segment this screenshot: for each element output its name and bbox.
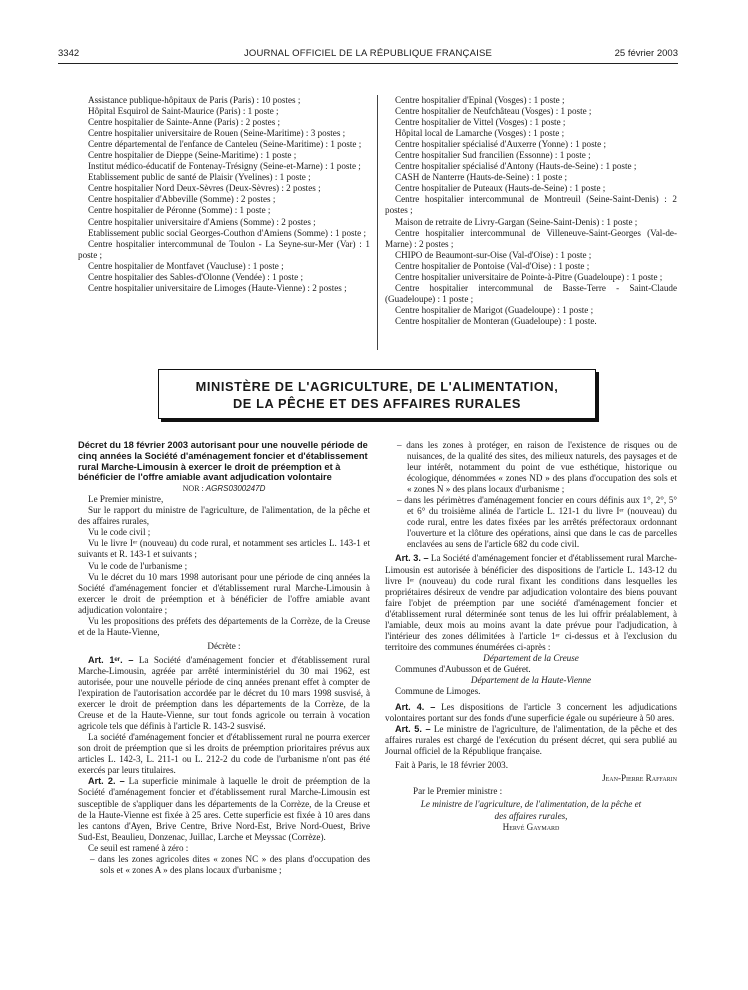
- list-item: Centre hospitalier universitaire d'Amiens (Somme) : 2 postes ;: [88, 216, 316, 227]
- header-rule: [58, 63, 678, 64]
- article-3-text: La Société d'aménagement foncier et d'établissement rural Marche-Limousin est autorisée à bénéficier des dispositions de l'article L. 143-12 du livre Iᵉʳ (nouveau) du code rural fixant les conditions dans lesquelles les propriétaires désireux de vendre par adjudication volontaire des biens pouvant faire l'objet de préemption par une société d'aménagement foncier et d'établissement rural déterminée sont tenus de les lui offrir préalablement, à l'amiable, deux mois au moins avant la date prévue pour l'adjudication, à l'intérieur des zones délimitées à l'article 1ᵉʳ ci-dessus et à l'exclusion du territoire des communes énumérées ci-après :: [385, 553, 677, 652]
- list-item: Centre hospitalier intercommunal de Basse-Terre - Saint-Claude (Guadeloupe) : 1 poste ;: [385, 282, 677, 304]
- article-1-para2: La société d'aménagement foncier et d'établissement rural ne pourra exercer son droit de préemption que si les droits de préemption prioritaires prévus aux articles L. 142-3, L. 211-1 ou L. 212-2 du code de l'urbanisme n'ont pas été exercés par leurs titulaires.: [78, 732, 370, 776]
- list-item: Centre hospitalier universitaire de Rouen (Seine-Maritime) : 3 postes ;: [88, 128, 346, 139]
- preamble-line: Vu le livre Iᵉʳ (nouveau) du code rural, et notamment ses articles L. 143-1 et suivants et R. 143-1 et suivants ;: [78, 538, 370, 560]
- article-4-text: Les dispositions de l'article 3 concernent les adjudications volontaires portant sur des fonds d'une superficie égale ou supérieure à 50 ares.: [385, 702, 677, 724]
- article-1-label: Art. 1ᵉʳ. –: [88, 654, 134, 665]
- list-item: CHIPO de Beaumont-sur-Oise (Val-d'Oise) : 1 poste ;: [395, 249, 592, 260]
- ministry-heading-box: [158, 369, 596, 419]
- preamble-line: Vu les propositions des préfets des départements de la Corrèze, de la Creuse et de la Haute-Vienne,: [78, 615, 370, 637]
- list-item: Centre départemental de l'enfance de Canteleu (Seine-Maritime) : 1 poste ;: [88, 139, 362, 150]
- creuse-communes: Communes d'Aubusson et de Guéret.: [395, 663, 531, 674]
- issue-date: 25 février 2003: [614, 48, 678, 59]
- list-item: Centre hospitalier de Dieppe (Seine-Maritime) : 1 poste ;: [88, 150, 297, 161]
- article-4-label: Art. 4. –: [395, 702, 436, 713]
- haute-vienne-communes: Commune de Limoges.: [395, 686, 481, 697]
- article-5-text: Le ministre de l'agriculture, de l'alimentation, de la pêche et des affaires rurales est chargé de l'exécution du présent décret, qui sera publié au Journal officiel de la République française.: [385, 724, 677, 757]
- article-2-para2: Ce seuil est ramené à zéro :: [88, 842, 189, 853]
- zone-bullet-1: – dans les zones agricoles dites « zones NC » des plans d'occupation des sols et « zones A » des plans locaux d'urbanisme ;: [90, 853, 370, 875]
- nor-code: AGRS0300247D: [205, 484, 266, 494]
- list-item: Centre hospitalier universitaire de Pointe-à-Pitre (Guadeloupe) : 1 poste ;: [395, 271, 663, 282]
- column-divider: [377, 95, 378, 350]
- list-item: Centre hospitalier de Puteaux (Hauts-de-Seine) : 1 poste ;: [395, 183, 606, 194]
- journal-title: JOURNAL OFFICIEL DE LA RÉPUBLIQUE FRANÇAISE: [243, 48, 493, 59]
- article-3-label: Art. 3. –: [395, 553, 429, 564]
- list-item: Institut médico-éducatif de Fontenay-Trésigny (Seine-et-Marne) : 1 poste ;: [88, 161, 361, 172]
- list-item: Centre hospitalier de Monteran (Guadeloupe) : 1 poste.: [395, 315, 597, 326]
- list-item: Centre hospitalier Nord Deux-Sèvres (Deux-Sèvres) : 2 postes ;: [88, 183, 321, 194]
- preamble-line: Vu le décret du 10 mars 1998 autorisant pour une période de cinq années la Société d'aménagement foncier et d'établissement rural Marche-Limousin à exercer le droit de préemption et à bénéficier de l'offre amiable avant adjudication volontaire ;: [78, 571, 370, 615]
- list-item: Centre hospitalier universitaire de Limoges (Haute-Vienne) : 2 postes ;: [88, 282, 347, 293]
- article-1-text: La Société d'aménagement foncier et d'établissement rural Marche-Limousin, agréée par arrêté interministériel du 30 mai 1962, est autorisée, pour une nouvelle période de cinq années prenant effet à compter de l'expiration de l'autorisation accordée par le décret du 10 mars 1998 susvisé, à exercer le droit de préemption dans les départements de la Corrèze, de la Creuse et de la Haute-Vienne, sur tout fonds agricole ou terrain à vocation agricole tels que définis à l'article R. 143-2 susvisé.: [78, 654, 371, 732]
- list-item: Maison de retraite de Livry-Gargan (Seine-Saint-Denis) : 1 poste ;: [395, 216, 638, 227]
- signatory-minister: Hervé Gaymard: [502, 821, 560, 832]
- list-item: Centre hospitalier des Sables-d'Olonne (Vendée) : 1 poste ;: [88, 271, 304, 282]
- list-item: Centre hospitalier Sud francilien (Essonne) : 1 poste ;: [395, 150, 591, 161]
- article-4: [385, 702, 677, 724]
- list-item: Etablissement public de santé de Plaisir (Yvelines) : 1 poste ;: [88, 172, 311, 183]
- list-item: Centre hospitalier de Pontoise (Val-d'Oise) : 1 poste ;: [395, 260, 590, 271]
- preamble-line: Le Premier ministre,: [88, 494, 164, 505]
- minister-title: Le ministre de l'agriculture, de l'alimentation, de la pêche et des affaires rurales,: [420, 799, 642, 821]
- list-item: Centre hospitalier intercommunal de Villeneuve-Saint-Georges (Val-de-Marne) : 2 postes ;: [385, 227, 677, 249]
- article-2-label: Art. 2. –: [88, 776, 125, 787]
- decree-left-column: [78, 440, 370, 876]
- done-at: Fait à Paris, le 18 février 2003.: [395, 760, 509, 771]
- department-haute-vienne-heading: Département de la Haute-Vienne: [470, 674, 592, 685]
- department-creuse-heading: Département de la Creuse: [483, 652, 579, 663]
- ministry-heading-line1: MINISTÈRE DE L'AGRICULTURE, DE L'ALIMENTATION,: [195, 379, 559, 394]
- list-item: Centre hospitalier de Péronne (Somme) : 1 poste ;: [88, 205, 271, 216]
- top-right-list: [385, 95, 677, 327]
- article-2: [78, 776, 370, 842]
- list-item: Centre hospitalier spécialisé d'Auxerre (Yonne) : 1 poste ;: [395, 139, 607, 150]
- preamble-line: Vu le code de l'urbanisme ;: [88, 560, 188, 571]
- top-left-list: [78, 95, 370, 294]
- decrete-label: Décrète :: [207, 640, 241, 651]
- preamble-line: Vu le code civil ;: [88, 527, 151, 538]
- article-5-label: Art. 5. –: [395, 724, 431, 735]
- list-item: Centre hospitalier spécialisé d'Antony (Hauts-de-Seine) : 1 poste ;: [395, 161, 637, 172]
- list-item: Centre hospitalier intercommunal de Toulon - La Seyne-sur-Mer (Var) : 1 poste ;: [78, 238, 370, 260]
- list-item: Centre hospitalier de Vittel (Vosges) : 1 poste ;: [395, 117, 566, 128]
- list-item: Hôpital Esquirol de Saint-Maurice (Paris) : 1 poste ;: [88, 106, 279, 117]
- list-item: Centre hospitalier d'Abbeville (Somme) : 2 postes ;: [88, 194, 276, 205]
- zone-bullet-3: – dans les périmètres d'aménagement foncier en cours définis aux 1°, 2°, 5° et 6° du troisième alinéa de l'article L. 121-1 du livre Iᵉʳ (nouveau) du code rural, entre les dates fixées par les arrêtés préfectoraux ordonnant l'ouverture et la clôture des opérations, ainsi que dans le cas de parcelles enclavées au sens de l'article 682 du code civil.: [397, 495, 677, 550]
- list-item: CASH de Nanterre (Hauts-de-Seine) : 1 poste ;: [395, 172, 568, 183]
- page-number: 3342: [58, 48, 80, 59]
- list-item: Assistance publique-hôpitaux de Paris (Paris) : 10 postes ;: [88, 95, 301, 105]
- article-1: [78, 655, 370, 732]
- list-item: Centre hospitalier intercommunal de Montreuil (Seine-Saint-Denis) : 2 postes ;: [385, 194, 677, 216]
- nor-label: NOR :: [182, 484, 204, 494]
- article-2-text: La superficie minimale à laquelle le droit de préemption de la Société d'aménagement foncier et d'établissement rural Marche-Limousin est susceptible de s'appliquer dans les départements de la Corrèze, de la Creuse et de la Haute-Vienne est fixée à 25 ares. Cette superficie est fixée à 10 ares dans les cantons d'Ayen, Brive Centre, Brive Nord-Est, Brive Nord-Ouest, Brive Sud-Est, Beaulieu, Donzenac, Juillac, Larche et Meyssac (Corrèze).: [78, 776, 370, 842]
- by-prime-minister: Par le Premier ministre :: [413, 786, 503, 797]
- zone-bullet-2: – dans les zones à protéger, en raison de l'existence de risques ou de nuisances, de la qualité des sites, des milieux naturels, des paysages et de leur intérêt, notamment du point de vue esthétique, historique ou écologique, dénommées « zones ND » des plans d'occupation des sols et « zones N » des plans locaux d'urbanisme ;: [397, 440, 677, 495]
- list-item: Centre hospitalier de Marigot (Guadeloupe) : 1 poste ;: [395, 304, 594, 315]
- page-header: [58, 48, 678, 64]
- list-item: Etablissement public social Georges-Couthon d'Amiens (Somme) : 1 poste ;: [88, 227, 366, 238]
- nor-reference: [78, 483, 370, 494]
- list-item: Centre hospitalier de Montfavet (Vaucluse) : 1 poste ;: [88, 260, 284, 271]
- decree-right-column: [385, 440, 677, 833]
- list-item: Centre hospitalier d'Epinal (Vosges) : 1 poste ;: [395, 95, 565, 105]
- list-item: Hôpital local de Lamarche (Vosges) : 1 poste ;: [395, 128, 565, 139]
- article-3: [385, 553, 677, 652]
- list-item: Centre hospitalier de Neufchâteau (Vosges) : 1 poste ;: [395, 106, 592, 117]
- list-item: Centre hospitalier de Sainte-Anne (Paris) : 2 postes ;: [88, 117, 281, 128]
- article-5: [385, 724, 677, 757]
- ministry-heading-line2: DE LA PÊCHE ET DES AFFAIRES RURALES: [232, 396, 522, 411]
- signatory-prime-minister: Jean-Pierre Raffarin: [602, 773, 677, 784]
- decree-title: Décret du 18 février 2003 autorisant pour une nouvelle période de cinq années la Société d'aménagement foncier et d'établissement rural Marche-Limousin à exercer le droit de préemption et à bénéficier de l'offre amiable avant adjudication volontaire: [78, 440, 368, 483]
- preamble-line: Sur le rapport du ministre de l'agriculture, de l'alimentation, de la pêche et des affaires rurales,: [78, 505, 370, 527]
